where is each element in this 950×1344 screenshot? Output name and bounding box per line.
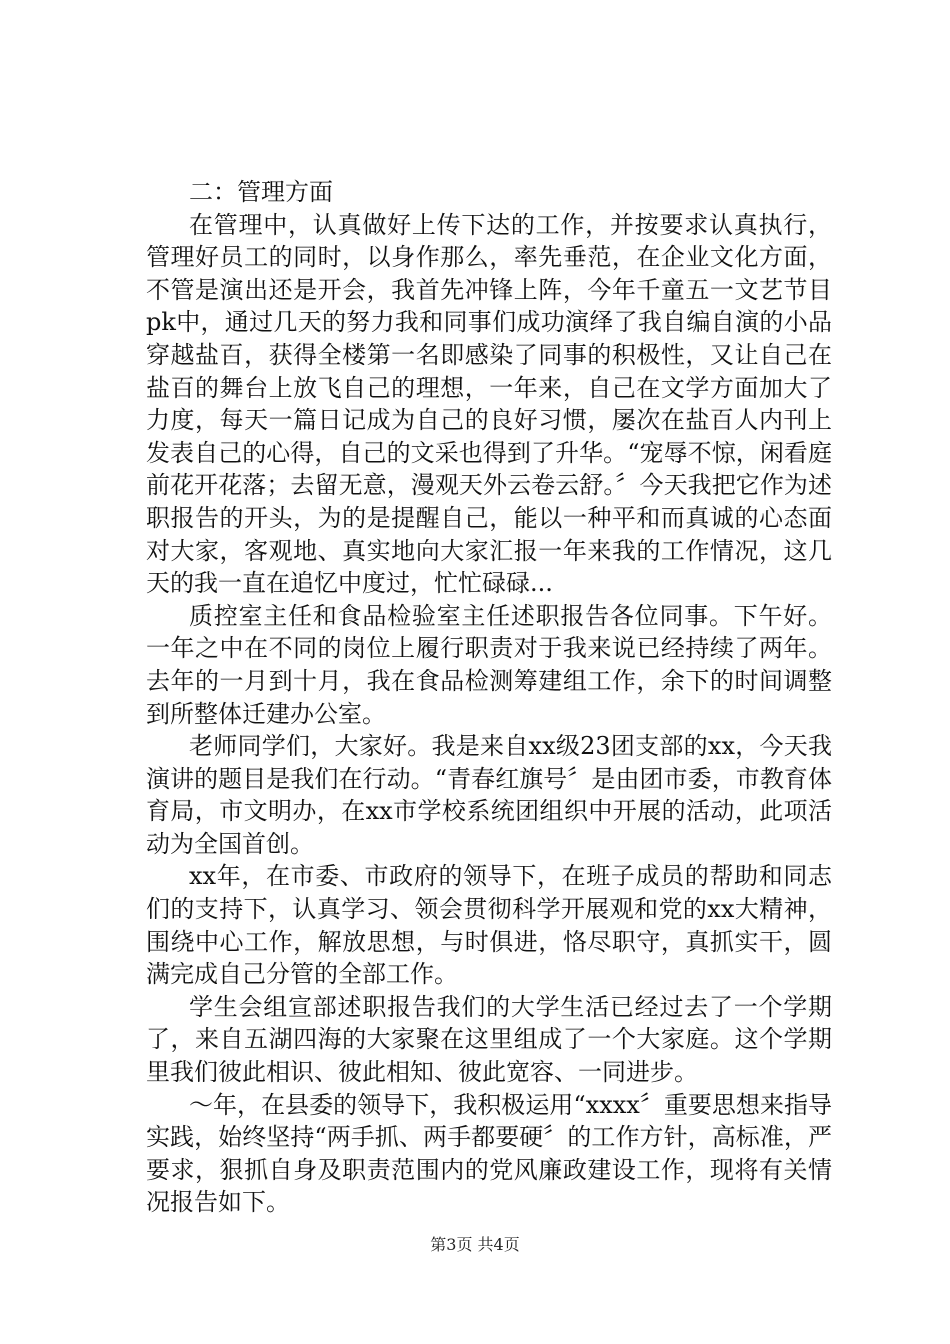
paragraph-student-union: 学生会组宣部述职报告我们的大学生活已经过去了一个学期了，来自五湖四海的大家聚在这里组成了一个大家庭。这个学期里我们彼此相识、彼此相知、彼此宽容、一同进步。 xyxy=(146,992,832,1087)
paragraph-party-conduct: ～年，在县委的领导下，我积极运用“xxxx〞重要思想来指导实践，始终坚持“两手抓、两手都要硬〞的工作方针，高标准，严要求，狠抓自身及职责范围内的党风廉政建设工作，现将有关情况报告如下。 xyxy=(146,1090,832,1217)
paragraph-quality-control: 质控室主任和食品检验室主任述职报告各位同事。下午好。一年之中在不同的岗位上履行职责对于我来说已经持续了两年。去年的一月到十月，我在食品检测筹建组工作，余下的时间调整到所整体迁建办公室。 xyxy=(146,601,832,728)
section-heading: 二：管理方面 xyxy=(189,178,333,206)
page-footer xyxy=(0,1235,950,1255)
page-number: 第3页 共4页 xyxy=(430,1235,520,1254)
paragraph-speech: 老师同学们，大家好。我是来自xx级23团支部的xx，今天我演讲的题目是我们在行动。“青春红旗号〞是由团市委，市教育体育局，市文明办，在xx市学校系统团组织中开展的活动，此项活动为全国首创。 xyxy=(146,732,832,858)
paragraph-municipal-work: xx年，在市委、市政府的领导下，在班子成员的帮助和同志们的支持下，认真学习、领会贯彻科学开展观和党的xx大精神，围绕中心工作，解放思想，与时俱进，恪尽职守，真抓实干，圆满完成自己分管的全部工作。 xyxy=(146,862,832,989)
paragraph-management: 在管理中，认真做好上传下达的工作，并按要求认真执行，管理好员工的同时，以身作那么，率先垂范，在企业文化方面，不管是演出还是开会，我首先冲锋上阵，今年千童五一文艺节目pk中，通过几天的努力我和同事们成功演绎了我自编自演的小品穿越盐百，获得全楼第一名即感染了同事的积极性，又让自己在盐百的舞台上放飞自己的理想，一年来，自己在文学方面加大了力度，每天一篇日记成为自己的良好习惯，屡次在盐百人内刊上发表自己的心得，自己的文采也得到了升华。“宠辱不惊，闲看庭前花开花落；去留无意，漫观天外云卷云舒。〞今天我把它作为述职报告的开头，为的是提醒自己，能以一种平和而真诚的心态面对大家，客观地、真实地向大家汇报一年来我的工作情况，这几天的我一直在追忆中度过，忙忙碌碌... xyxy=(146,210,832,598)
document-body xyxy=(146,176,832,1219)
